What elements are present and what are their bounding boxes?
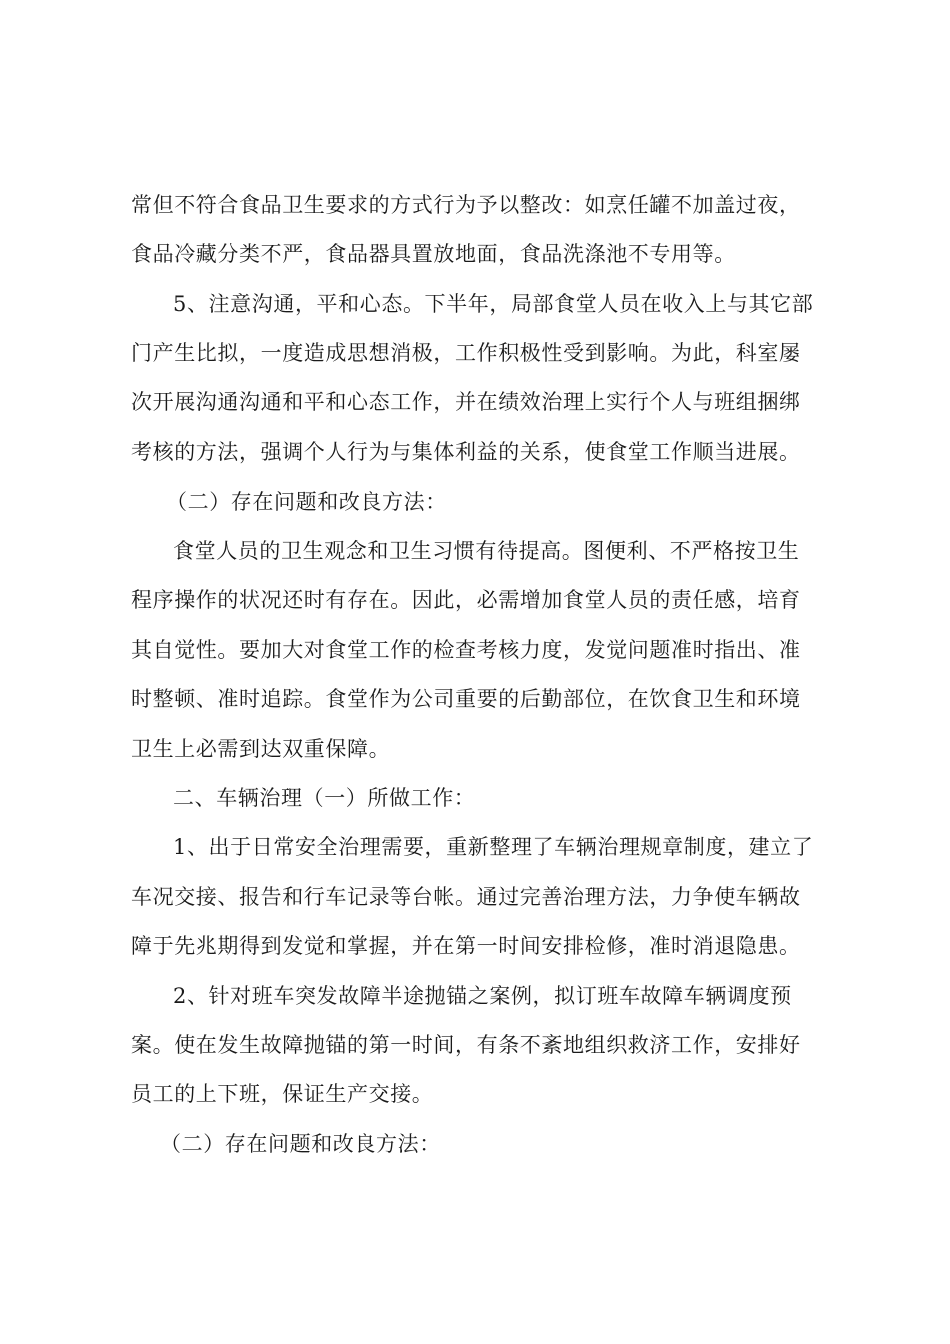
text-line: 考核的方法，强调个人行为与集体利益的关系，使食堂工作顺当进展。 — [131, 440, 801, 464]
text-line: 次开展沟通沟通和平和心态工作，并在绩效治理上实行个人与班组捆绑 — [131, 390, 801, 414]
text-line: 食堂人员的卫生观念和卫生习惯有待提高。图便利、不严格按卫生 — [173, 539, 800, 563]
text-line: 食品冷藏分类不严，食品器具置放地面，食品洗涤池不专用等。 — [131, 242, 736, 266]
text-line: 其自觉性。要加大对食堂工作的检查考核力度，发觉问题准时指出、准 — [131, 638, 801, 662]
section-heading: 二、车辆治理（一）所做工作： — [173, 786, 476, 810]
text-line: 员工的上下班，保证生产交接。 — [131, 1082, 434, 1106]
text-line: 案。使在发生故障抛锚的第一时间，有条不紊地组织救济工作，安排好 — [131, 1033, 801, 1057]
text-line: 卫生上必需到达双重保障。 — [131, 737, 391, 761]
text-line: 5、注意沟通，平和心态。下半年，局部食堂人员在收入上与其它部 — [173, 292, 814, 316]
section-heading: （二）存在问题和改良方法： — [166, 490, 447, 514]
text-line: 车况交接、报告和行车记录等台帐。通过完善治理方法，力争使车辆故 — [131, 885, 801, 909]
text-line: 障于先兆期得到发觉和掌握，并在第一时间安排检修，准时消退隐患。 — [131, 934, 801, 958]
text-line: 1、出于日常安全治理需要，重新整理了车辆治理规章制度，建立了 — [173, 835, 814, 859]
text-line: 程序操作的状况还时有存在。因此，必需增加食堂人员的责任感，培育 — [131, 588, 801, 612]
section-heading: （二）存在问题和改良方法： — [160, 1132, 441, 1156]
text-line: 2、针对班车突发故障半途抛锚之案例，拟订班车故障车辆调度预 — [173, 984, 792, 1008]
text-line: 时整顿、准时追踪。食堂作为公司重要的后勤部位，在饮食卫生和环境 — [131, 687, 801, 711]
text-line: 常但不符合食品卫生要求的方式行为予以整改：如烹任罐不加盖过夜， — [131, 193, 801, 217]
text-line: 门产生比拟，一度造成思想消极，工作积极性受到影响。为此，科室屡 — [131, 341, 801, 365]
